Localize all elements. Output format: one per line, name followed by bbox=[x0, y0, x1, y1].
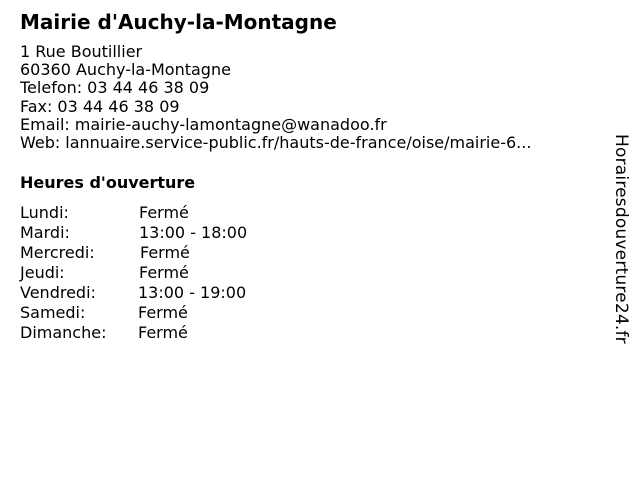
email-row bbox=[20, 116, 590, 134]
hours-time-value: 13:00 - 18:00 bbox=[139, 223, 248, 243]
phone-row bbox=[20, 79, 590, 97]
opening-hours-heading: Heures d'ouverture bbox=[20, 173, 196, 193]
hours-time-value: Fermé bbox=[138, 323, 188, 343]
hours-day-label: Vendredi: bbox=[20, 283, 96, 303]
fax-value: 03 44 46 38 09 bbox=[57, 97, 180, 116]
fax-label: Fax: bbox=[20, 97, 53, 116]
hours-time-value: Fermé bbox=[139, 203, 189, 223]
hours-time-value: Fermé bbox=[138, 303, 188, 323]
hours-day-label: Lundi: bbox=[20, 203, 69, 223]
hours-time-value: 13:00 - 19:00 bbox=[138, 283, 247, 303]
hours-day-label: Dimanche: bbox=[20, 323, 107, 343]
hours-row-sunday bbox=[20, 323, 590, 343]
hours-row-friday bbox=[20, 283, 590, 303]
mairie-card bbox=[20, 10, 590, 343]
opening-hours-table bbox=[20, 203, 590, 343]
web-link[interactable]: lannuaire.service-public.fr/hauts-de-france/oise/mairie-6... bbox=[65, 134, 532, 153]
hours-time-value: Fermé bbox=[140, 243, 190, 263]
email-label: Email: bbox=[20, 115, 70, 134]
hours-row-thursday bbox=[20, 263, 590, 283]
phone-value[interactable]: 03 44 46 38 09 bbox=[87, 79, 210, 98]
hours-day-label: Mardi: bbox=[20, 223, 70, 243]
email-link[interactable]: mairie-auchy-lamontagne@wanadoo.fr bbox=[74, 115, 387, 134]
hours-row-tuesday bbox=[20, 223, 590, 243]
hours-row-saturday bbox=[20, 303, 590, 323]
address-city: 60360 Auchy-la-Montagne bbox=[20, 61, 231, 80]
phone-label: Telefon: bbox=[20, 79, 83, 98]
hours-day-label: Samedi: bbox=[20, 303, 86, 323]
hours-row-wednesday bbox=[20, 243, 590, 263]
address-street: 1 Rue Boutillier bbox=[20, 43, 143, 61]
hours-day-label: Jeudi: bbox=[20, 263, 65, 283]
hours-day-label: Mercredi: bbox=[20, 243, 95, 263]
web-label: Web: bbox=[20, 134, 61, 153]
site-watermark: Horairesdouverture24.fr bbox=[611, 134, 631, 344]
hours-row-monday bbox=[20, 203, 590, 223]
fax-row bbox=[20, 98, 590, 116]
web-row bbox=[20, 134, 590, 152]
hours-time-value: Fermé bbox=[139, 263, 189, 283]
page-title: Mairie d'Auchy-la-Montagne bbox=[20, 10, 337, 34]
